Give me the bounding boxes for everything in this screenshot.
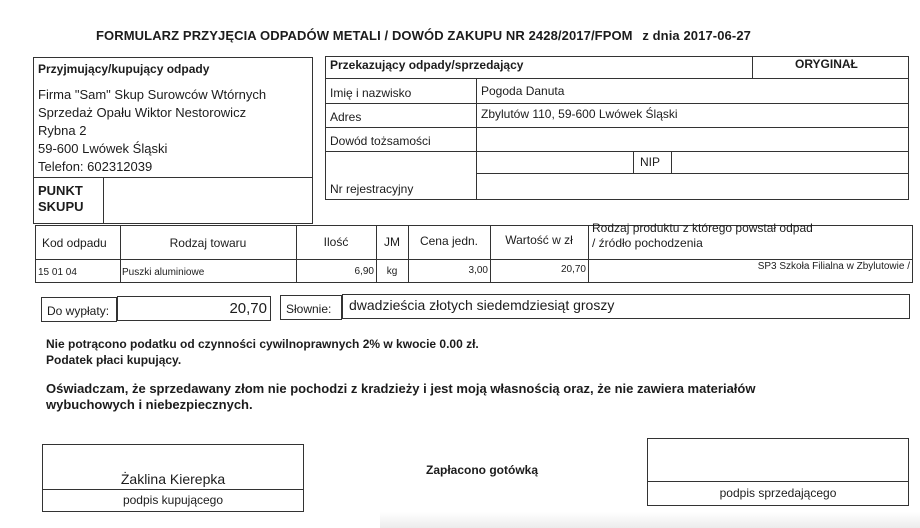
seller-row-line	[325, 103, 909, 104]
copy-label: ORYGINAŁ	[795, 57, 858, 71]
name-label: Imię i nazwisko	[330, 86, 412, 100]
address-label: Adres	[330, 110, 362, 124]
nip-divider	[671, 151, 672, 173]
title-text: FORMULARZ PRZYJĘCIA ODPADÓW METALI / DOWÓD ZAKUPU NR 2428/2017/FPOM	[96, 28, 633, 43]
table-header-line	[35, 259, 913, 260]
document-title	[96, 28, 751, 43]
seller-signature-line	[647, 481, 909, 482]
buyer-divider	[33, 177, 313, 178]
row-unit: kg	[386, 266, 398, 277]
seller-signature-caption: podpis sprzedającego	[719, 486, 837, 500]
tax-note-line: Nie potrącono podatku od czynności cywilnoprawnych 2% w kwocie 0.00 zł.	[46, 337, 479, 351]
header-qty: Ilość	[323, 235, 349, 249]
punkt-label	[38, 183, 84, 215]
table-col-line	[120, 225, 121, 283]
tax-note-line: Podatek płaci kupujący.	[46, 353, 182, 367]
name-value: Pogoda Danuta	[481, 84, 565, 98]
declaration-line: wybuchowych i niebezpiecznych.	[46, 397, 253, 412]
tax-note	[46, 336, 479, 368]
reg-label: Nr rejestracyjny	[330, 182, 414, 196]
nip-divider	[633, 151, 634, 173]
header-unit: JM	[384, 235, 400, 249]
buyer-signature-name: Żaklina Kierepka	[120, 471, 226, 487]
punkt-label-line: PUNKT	[38, 183, 83, 198]
row-code: 15 01 04	[38, 267, 77, 278]
punkt-label-line: SKUPU	[38, 199, 84, 214]
title-date: z dnia 2017-06-27	[642, 28, 751, 43]
nip-label: NIP	[640, 155, 661, 169]
row-value: 20,70	[560, 264, 586, 275]
header-origin-line: / źródło pochodzenia	[592, 236, 703, 250]
row-type: Puszki aluminiowe	[122, 267, 205, 278]
buyer-line: Firma "Sam" Skup Surowców Wtórnych	[38, 87, 267, 102]
seller-row-line	[325, 127, 909, 128]
paper-edge-shadow	[380, 512, 920, 528]
header-type: Rodzaj towaru	[169, 236, 247, 250]
row-price: 3,00	[468, 265, 488, 276]
table-col-line	[588, 225, 589, 283]
buyer-line: 59-600 Lwówek Śląski	[38, 141, 168, 156]
row-qty: 6,90	[354, 266, 374, 277]
header-code: Kod odpadu	[42, 236, 107, 250]
seller-col-line	[476, 78, 477, 200]
declaration	[46, 381, 755, 413]
address-value: Zbylutów 110, 59-600 Lwówek Śląski	[481, 107, 678, 121]
header-value: Wartość w zł	[505, 233, 573, 247]
header-price: Cena jedn.	[419, 234, 479, 248]
buyer-signature-line	[42, 489, 304, 490]
words-label: Słownie:	[286, 302, 332, 316]
buyer-line: Telefon: 602312039	[38, 159, 153, 174]
payout-label: Do wypłaty:	[47, 304, 110, 318]
buyer-address	[38, 86, 266, 176]
seller-heading: Przekazujący odpady/sprzedający	[330, 58, 524, 72]
declaration-line: Oświadczam, że sprzedawany złom nie pochodzi z kradzieży i jest moją własnością oraz, że nie zawiera materiałów	[46, 381, 756, 396]
payout-value: 20,70	[229, 300, 267, 317]
header-origin-line: Rodzaj produktu z którego powstał odpad	[592, 221, 813, 235]
buyer-line: Sprzedaż Opału Wiktor Nestorowicz	[38, 105, 247, 120]
buyer-signature-caption: podpis kupującego	[122, 493, 224, 507]
original-divider	[752, 56, 753, 78]
header-origin	[592, 221, 813, 251]
buyer-heading: Przyjmujący/kupujący odpady	[38, 62, 210, 76]
words-value: dwadzieścia złotych siedemdziesiąt groszy	[349, 297, 615, 313]
buyer-line: Rybna 2	[38, 123, 87, 138]
row-origin: SP3 Szkoła Filialna w Zbylutowie /	[757, 261, 910, 272]
seller-row-line	[325, 151, 909, 152]
seller-row-line	[476, 173, 909, 174]
paid-cash-label: Zapłacono gotówką	[426, 463, 539, 477]
id-label: Dowód tożsamości	[330, 134, 431, 148]
seller-row-line	[325, 78, 909, 79]
punkt-divider	[103, 177, 104, 224]
